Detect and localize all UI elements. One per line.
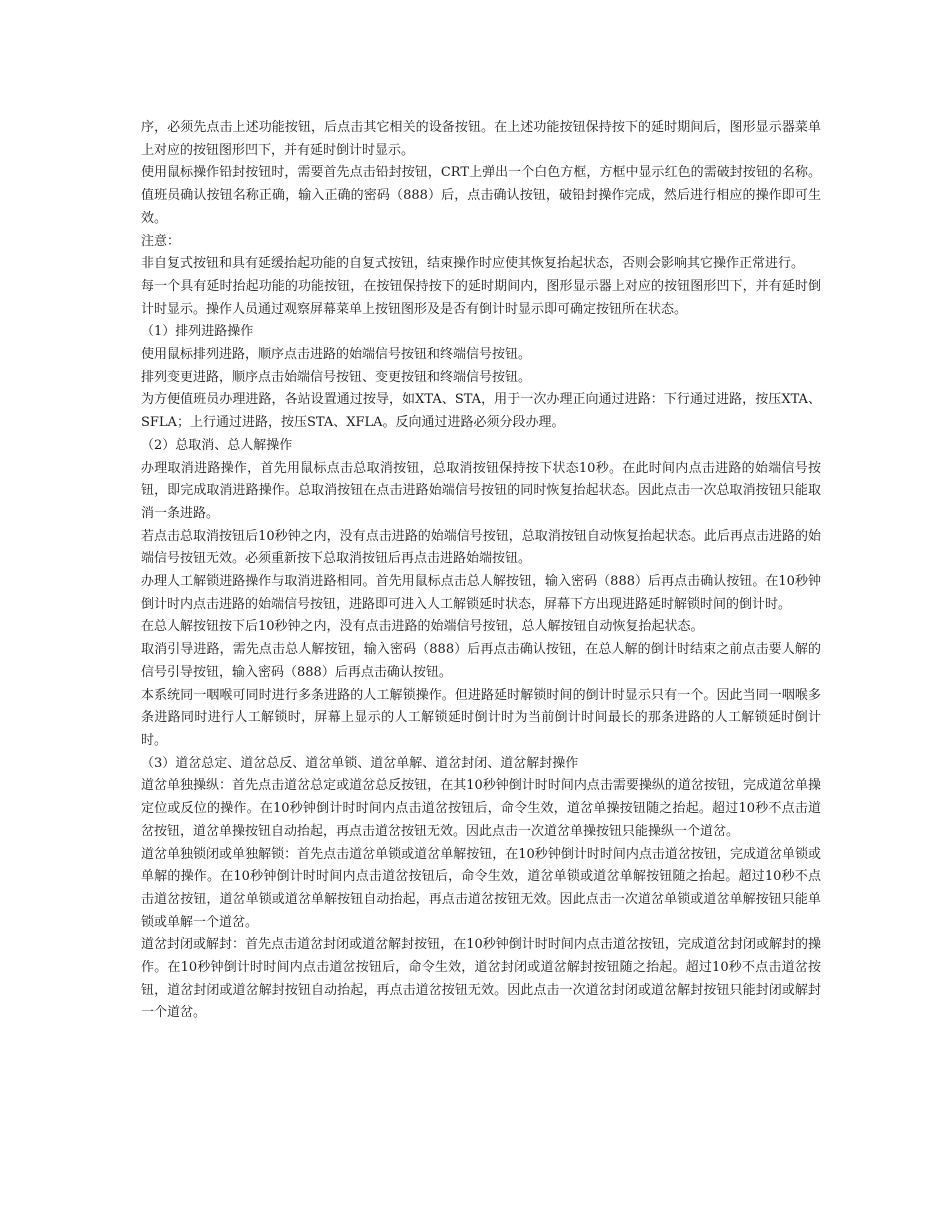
- paragraph: 道岔单独操纵：首先点击道岔总定或道岔总反按钮，在其10秒钟倒计时时间内点击需要操纵的道岔按钮，完成道岔单操定位或反位的操作。在10秒钟倒计时时间内点击道岔按钮后，命令生效，道岔单操按钮随之抬起。超过10秒不点击道岔按钮，道岔单操按钮自动抬起，再点击道岔按钮无效。因此点击一次道岔单操按钮只能操纵一个道岔。: [141, 778, 821, 839]
- paragraph: 若点击总取消按钮后10秒钟之内，没有点击进路的始端信号按钮，总取消按钮自动恢复抬起状态。此后再点击进路的始端信号按钮无效。必须重新按下总取消按钮后再点击进路始端按钮。: [141, 528, 821, 567]
- paragraph: 每一个具有延时抬起功能的功能按钮，在按钮保持按下的延时期间内，图形显示器上对应的按钮图形凹下，并有延时倒计时显示。操作人员通过观察屏幕菜单上按钮图形及是否有倒计时显示即可确定按钮所在状态。: [141, 278, 821, 317]
- paragraph: 使用鼠标排列进路，顺序点击进路的始端信号按钮和终端信号按钮。: [141, 347, 532, 363]
- paragraph: 使用鼠标操作铅封按钮时，需要首先点击铅封按钮，CRT上弹出一个白色方框，方框中显示红色的需破封按钮的名称。值班员确认按钮名称正确，输入正确的密码（888）后，点击确认按钮，破铅封操作完成，然后进行相应的操作即可生效。: [141, 165, 821, 226]
- paragraph: 在总人解按钮按下后10秒钟之内，没有点击进路的始端信号按钮，总人解按钮自动恢复抬起状态。: [141, 619, 704, 635]
- paragraph: 道岔封闭或解封：首先点击道岔封闭或道岔解封按钮，在10秒钟倒计时时间内点击道岔按钮，完成道岔封闭或解封的操作。在10秒钟倒计时时间内点击道岔按钮后，命令生效，道岔封闭或道岔解封按钮随之抬起。超过10秒不点击道岔按钮，道岔封闭或道岔解封按钮自动抬起，再点击道岔按钮无效。因此点击一次道岔封闭或道岔解封按钮只能封闭或解封一个道岔。: [141, 937, 821, 1021]
- paragraph: 道岔单独锁闭或单独解锁：首先点击道岔单锁或道岔单解按钮，在10秒钟倒计时时间内点击道岔按钮，完成道岔单锁或单解的操作。在10秒钟倒计时时间内点击道岔按钮后，命令生效，道岔单锁或道岔单解按钮随之抬起。超过10秒不点击道岔按钮，道岔单锁或道岔单解按钮自动抬起，再点击道岔按钮无效。因此点击一次道岔单锁或道岔单解按钮只能单锁或单解一个道岔。: [141, 846, 821, 930]
- paragraph: 序，必须先点击上述功能按钮，后点击其它相关的设备按钮。在上述功能按钮保持按下的延时期间后，图形显示器菜单上对应的按钮图形凹下，并有延时倒计时显示。: [141, 120, 821, 158]
- section-heading: （1）排列进路操作: [141, 324, 254, 340]
- note-label: 注意：: [141, 233, 181, 249]
- paragraph: 排列变更进路，顺序点击始端信号按钮、变更按钮和终端信号按钮。: [141, 369, 532, 385]
- paragraph: 非自复式按钮和具有延缓抬起功能的自复式按钮，结束操作时应使其恢复抬起状态，否则会影响其它操作正常进行。: [141, 256, 805, 272]
- section-heading: （3）道岔总定、道岔总反、道岔单锁、道岔单解、道岔封闭、道岔解封操作: [141, 755, 579, 771]
- paragraph: 办理人工解锁进路操作与取消进路相同。首先用鼠标点击总人解按钮，输入密码（888）后再点击确认按钮。在10秒钟倒计时内点击进路的始端信号按钮，进路即可进入人工解锁延时状态，屏幕下方出现进路延时解锁时间的倒计时。: [141, 574, 821, 612]
- document-body: [141, 117, 821, 1025]
- paragraph: 为方便值班员办理进路，各站设置通过按导，如XTA、STA，用于一次办理正向通过进路：下行通过进路，按压XTA、SFLA；上行通过进路，按压STA、XFLA。反向通过进路必须分段办理。: [141, 392, 821, 431]
- paragraph: 取消引导进路，需先点击总人解按钮，输入密码（888）后再点击确认按钮，在总人解的倒计时结束之前点击要人解的信号引导按钮，输入密码（888）后再点击确认按钮。: [141, 642, 821, 680]
- paragraph: 办理取消进路操作，首先用鼠标点击总取消按钮，总取消按钮保持按下状态10秒。在此时间内点击进路的始端信号按钮，即完成取消进路操作。总取消按钮在点击进路始端信号按钮的同时恢复抬起状态。因此点击一次总取消按钮只能取消一条进路。: [141, 460, 821, 521]
- section-heading: （2）总取消、总人解操作: [141, 437, 293, 453]
- paragraph: 本系统同一咽喉可同时进行多条进路的人工解锁操作。但进路延时解锁时间的倒计时显示只有一个。因此当同一咽喉多条进路同时进行人工解锁时，屏幕上显示的人工解锁延时倒计时为当前倒计时间最长的那条进路的人工解锁延时倒计时。: [141, 687, 821, 748]
